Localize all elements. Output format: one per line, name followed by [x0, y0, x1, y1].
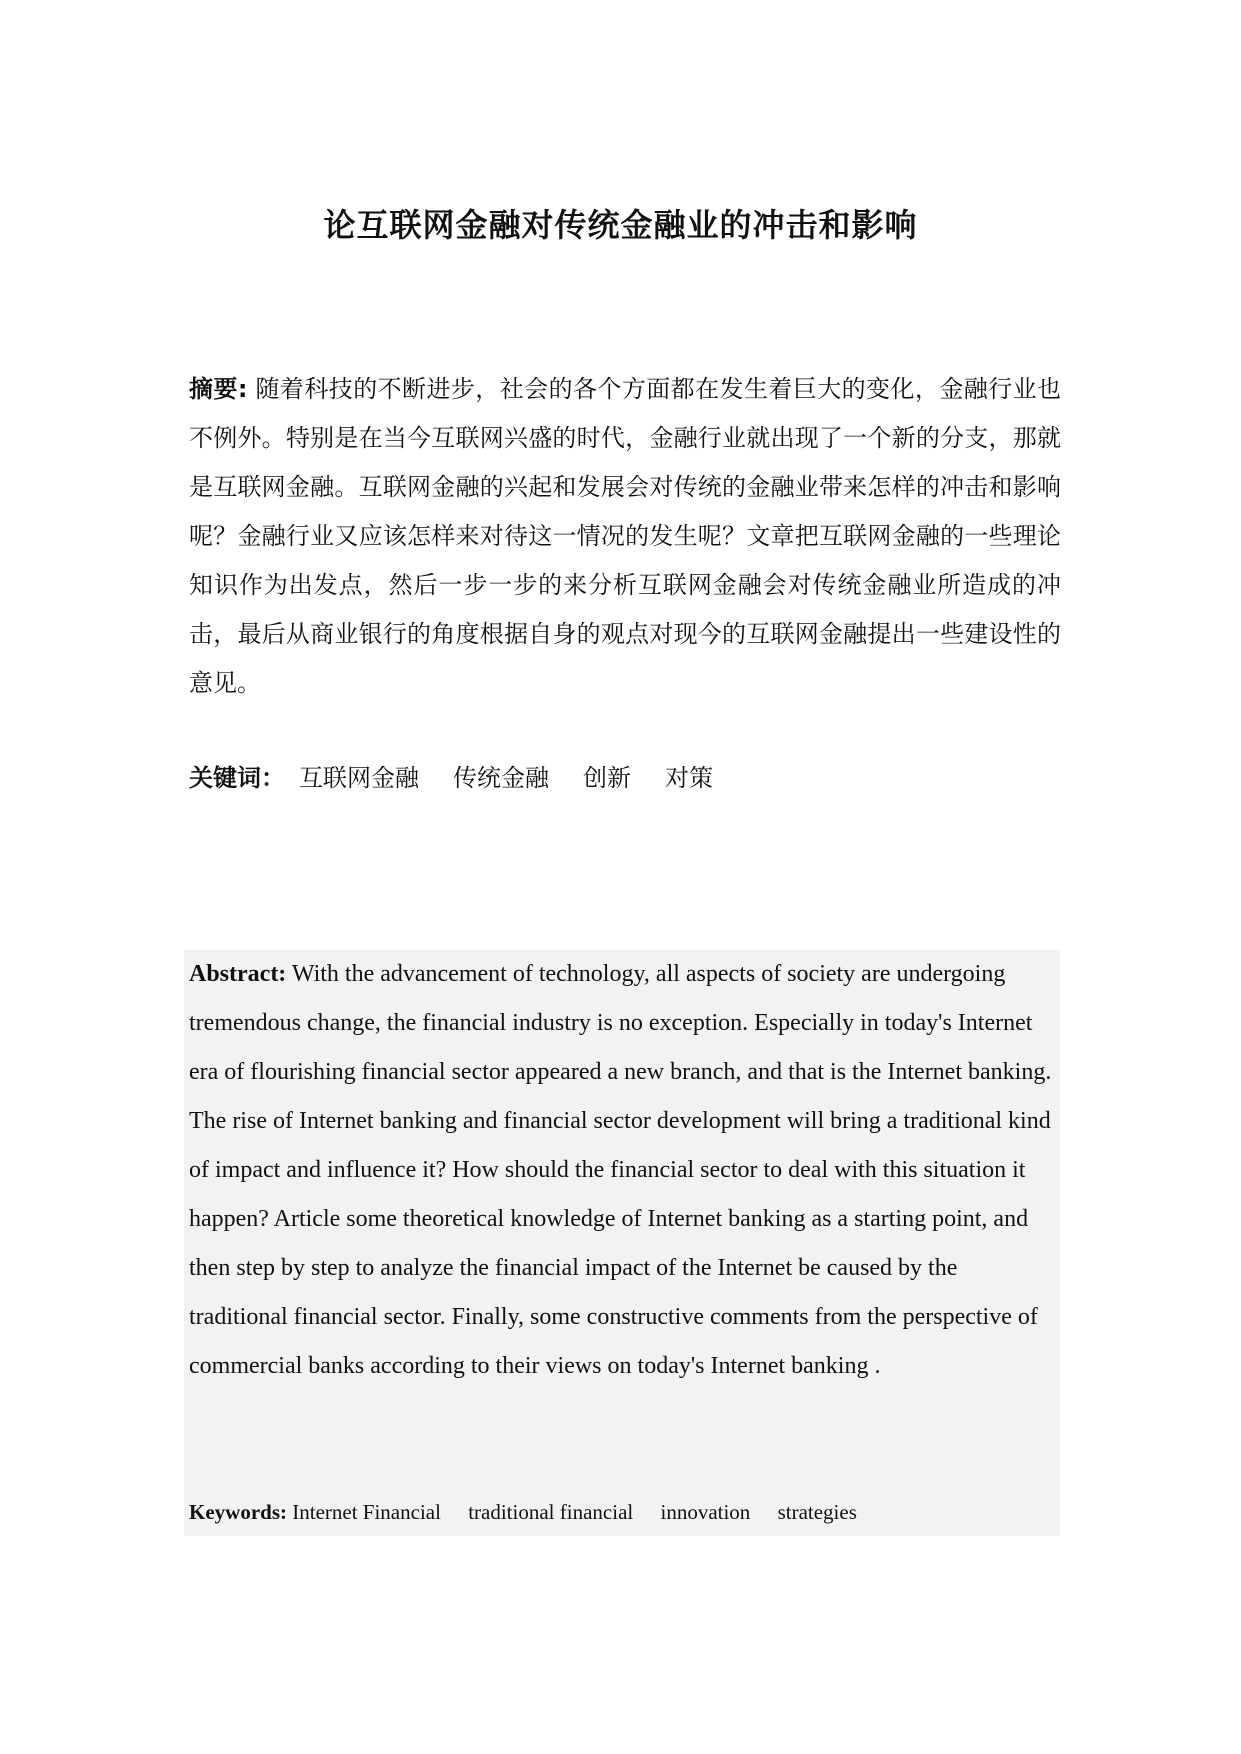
- english-abstract-label: Abstract:: [189, 961, 287, 987]
- chinese-keywords-label: 关键词：: [189, 764, 285, 792]
- chinese-keyword: 对策: [665, 764, 713, 792]
- chinese-abstract-label: 摘要:: [189, 375, 248, 403]
- page-title: 论互联网金融对传统金融业的冲击和影响: [323, 206, 918, 244]
- english-keyword: Internet Financial: [292, 1500, 441, 1524]
- english-keywords-label: Keywords:: [189, 1500, 287, 1524]
- chinese-keyword: 传统金融: [453, 764, 549, 792]
- chinese-keyword: 互联网金融: [299, 764, 419, 792]
- chinese-abstract: [189, 365, 1061, 708]
- english-abstract-text: With the advancement of technology, all aspects of society are undergoing tremendous change, the financial industry is no exception. Especially in today's Internet era of flourishing financial sector appeared a new branch, and that is the Internet banking. The rise of Internet banking and financial sector development will bring a traditional kind of impact and influence it? How should the financial sector to deal with this situation it happen? Article some theoretical knowledge of Internet banking as a starting point, and then step by step to analyze the financial impact of the Internet be caused by the traditional financial sector. Finally, some constructive comments from the perspective of commercial banks according to their views on today's Internet banking .: [189, 961, 1052, 1379]
- chinese-abstract-text: 随着科技的不断进步，社会的各个方面都在发生着巨大的变化，金融行业也不例外。特别是在当今互联网兴盛的时代，金融行业就出现了一个新的分支，那就是互联网金融。互联网金融的兴起和发展会对传统的金融业带来怎样的冲击和影响呢？金融行业又应该怎样来对待这一情况的发生呢？文章把互联网金融的一些理论知识作为出发点，然后一步一步的来分析互联网金融会对传统金融业所造成的冲击，最后从商业银行的角度根据自身的观点对现今的互联网金融提出一些建设性的意见。: [189, 375, 1061, 697]
- chinese-keywords: [189, 758, 1061, 798]
- english-keywords: [189, 1492, 1061, 1532]
- chinese-keyword: 创新: [583, 764, 631, 792]
- english-keyword: traditional financial: [468, 1500, 634, 1524]
- english-abstract: [189, 950, 1061, 1391]
- english-keyword: innovation: [660, 1500, 751, 1524]
- english-keyword: strategies: [777, 1500, 857, 1524]
